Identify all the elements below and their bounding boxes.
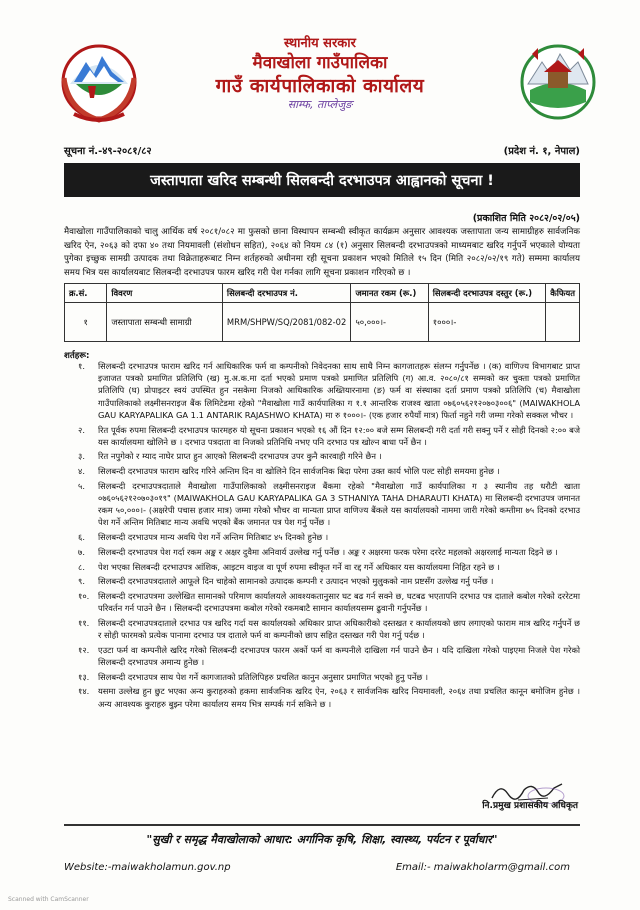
intro-paragraph: मैवाखोला गाउँपालिकाको चालु आर्थिक वर्ष २०८१/०८२ मा फुसको छाना विस्थापन सम्बन्धी स्वीकृत कार्यक्रम अनुसार आवश्यक जस्तापाता जन्य सामाग्रीहरु सार्वजनिक खरिद ऐन, २०६३ को दफा ४० तथा नियमावली (संशोधन सहित), २०६४ को नियम ८४ (१) अनुसार सिलबन्दी दरभाउपत्रको माध्यमबाट खरिद गर्नुपर्ने भएकाले योग्यता पुगेका इच्छुक सामग्री उत्पादक तथा विक्रेताहरूबाट निम्न शर्तहरुको अधीनमा रही सूचना प्रकाशन भएको मितिले १५ दिन (मिति २०८२/०२/१९ गते) सम्ममा कार्यालय समय भित्र यस कार्यालयबाट सिलबन्दी दरभाउपत्र फारम खरिद गरी पेश गर्नका लागि सूचना प्रकाशन गरिएको छ ।	[64, 227, 580, 278]
table-cell: जस्तापाता सम्बन्धी सामाग्री	[107, 303, 223, 342]
scanner-watermark: Scanned with CamScanner	[8, 896, 89, 903]
term-text: सिलबन्दी दरभाउपत्र साथ पेश गर्ने कागजातको प्रतिलिपिहरु प्रचलित कानुन अनुसार प्रमाणित भएको हुनु पर्नेछ ।	[98, 671, 429, 682]
term-item	[64, 531, 580, 543]
term-text: यसमा उल्लेख हुन छुट भएका अन्य कुराहरुको हकमा सार्वजनिक खरिद ऐन, २०६३ र सार्वजनिक खरिद नियमावली, २०६४ तथा प्रचलित कानून बमोजिम हुनेछ । अन्य आवश्यक कुराहरु बुझ्न परेमा कार्यालय समय भित्र सम्पर्क गर्न सकिने छ ।	[98, 686, 580, 709]
term-item	[64, 450, 580, 462]
term-item	[64, 465, 580, 477]
term-item	[64, 360, 580, 421]
term-text: रित नपुगेको र म्याद नाघेर प्राप्त हुन आएको सिलबन्दी दरभाउपत्र उपर कुनै कारवाही गरिने छैन ।	[98, 451, 382, 462]
term-number: ५.	[78, 480, 85, 491]
term-number: ६.	[78, 532, 85, 543]
nepal-emblem-icon	[60, 38, 138, 126]
province-label: (प्रदेश नं. १, नेपाल)	[503, 146, 580, 157]
table-cell: ५०,०००।-	[351, 303, 428, 342]
table-header-cell: क्र.सं.	[65, 284, 107, 303]
term-item	[64, 590, 580, 614]
table-header-cell: सिलबन्दी दरभाउपत्र नं.	[222, 284, 351, 303]
term-item	[64, 685, 580, 709]
table-header-cell: कैफियत	[546, 284, 580, 303]
term-text: एउटा फर्म वा कम्पनीले खरिद गरेको सिलबन्दी दरभाउपत्र फारम अर्को फर्म वा कम्पनीले दाखिला गर्न पाउने छैन । यदि दाखिला गरेको पाइएमा निजले पेश गरेको सिलबन्दी दरभाउपत्र अमान्य हुनेछ ।	[98, 644, 580, 667]
term-item	[64, 546, 580, 558]
term-number: १२.	[78, 644, 90, 655]
term-text: सिलबन्दी दरभाउपत्रदाताले आफूले दिन चाहेको सामानको उत्पादक कम्पनी र उत्पादन भएको मुलुकको नाम प्रष्टसँग उल्लेख गर्नु पर्नेछ ।	[98, 576, 494, 587]
table-cell: MRM/SHPW/SQ/2081/082-02	[222, 303, 351, 342]
letterhead	[150, 36, 490, 112]
term-item	[64, 644, 580, 668]
table-header-cell: जमानत रकम (रू.)	[351, 284, 428, 303]
term-number: १४.	[78, 686, 90, 697]
term-number: ४.	[78, 466, 85, 477]
table-cell: १०००।-	[428, 303, 546, 342]
term-text: सिलबन्दी दरभाउपत्र मान्य अवधि पेश गर्ने अन्तिम मितिबाट ४५ दिनको हुनेछ ।	[98, 532, 329, 543]
footer-divider	[64, 824, 580, 826]
terms-heading: शर्तहरू:	[64, 351, 90, 361]
term-text: पेश भएका सिलबन्दी दरभाउपत्र आंशिक, आइटम वाइज वा पूर्ण रुपमा स्वीकृत गर्ने वा रद्द गर्ने अधिकार यस कार्यालयमा निहित रहने छ ।	[98, 561, 500, 572]
table-cell	[546, 303, 580, 342]
term-item	[64, 575, 580, 587]
notice-title: जस्तापाता खरिद सम्बन्धी सिलबन्दी दरभाउपत्र आह्वानको सूचना !	[150, 173, 494, 189]
tender-table	[64, 283, 580, 342]
published-date: (प्रकाशित मिति २०८२/०२/०५)	[472, 213, 580, 224]
municipality-name: मैवाखोला गाउँपालिका	[252, 53, 388, 73]
term-number: १३.	[78, 671, 90, 682]
term-number: २.	[78, 424, 85, 435]
footer-slogan: "सुखी र समृद्ध मैवाखोलाको आधार: अर्गानिक कृषि, शिक्षा, स्वास्थ्य, पर्यटन र पूर्वाधार"	[146, 833, 498, 846]
term-text: रित पूर्वक रुपमा सिलबन्दी दरभाउपत्र फारमहरु यो सूचना प्रकाशन भएको १६ औं दिन १२:०० बजे सम्म सिलबन्दी गरी दर्ता गरी सक्नु पर्ने र सोही दिनको २:०० बजे यस कार्यालयमा खोलिने छ । दरभाउ पत्रदाता वा निजको प्रतिनिधि नभए पनि दरभाउ पत्र खोल्न बाधा पर्ने छैन ।	[98, 424, 580, 447]
notice-title-banner	[64, 163, 580, 197]
term-item	[64, 617, 580, 641]
term-text: सिलबन्दी दरभाउपत्र फाराम खरिद गर्न आधिकारिक फर्म वा कम्पनीको निवेदनका साथ साथै निम्न कागजातहरू संलग्न गर्नुपर्नेछ । (क) वाणिज्य विभागबाट प्राप्त इजाजत पत्रको प्रमाणित प्रतिलिपि (ख) मु.अ.क.मा दर्ता भएको प्रमाण पत्रको प्रमाणित प्रतिलिपि (ग) आ.व. २०८०/८१ सम्मको कर चुक्ता पत्रको प्रमाणित प्रतिलिपि (घ) प्रोपाइटर स्वयं उपस्थित हुन नसकेमा निजको आधिकारिक अख्तियारनामा (ङ) फर्म वा संस्थाका दर्ता प्रमाण पत्रको प्रतिलिपि (च) मैवाखोला गाउँपालिकाको लक्ष्मीसनराइज बैंक लिमिटेडमा रहेको "मैवाखोला गाउँ कार्यपालिका ग १.१ आन्तरिक राजश्व खाता ०७६०५६२१२०७०३००६" (MAIWAKHOLA GAU KARYAPALIKA GA 1.1 ANTARIK RAJASHWO KHATA) मा रु १०००।- (एक हजार रुपैयाँ मात्र) फिर्ता नहुने गरी जम्मा गरेको सक्कल भौचर ।	[98, 361, 580, 420]
table-row	[65, 303, 580, 342]
term-number: ३.	[78, 451, 85, 462]
terms-list	[64, 360, 580, 712]
table-header-cell: विवरण	[107, 284, 223, 303]
notice-number: सूचना नं.-४९-२०८१/८२	[64, 146, 152, 157]
term-number: ८.	[78, 561, 85, 572]
term-item	[64, 480, 580, 529]
term-item	[64, 671, 580, 683]
term-item	[64, 561, 580, 573]
term-text: सिलबन्दी दरभाउपत्रमा उल्लेखित सामानको परिमाण कार्यालयले आवश्यकतानुसार घट बढ गर्न सक्ने छ, घटबढ भएतापनि दरभाउ पत्र दाताले कबोल गरेको दररेटमा परिवर्तन गर्न पाउने छैन । सिलबन्दी दरभाउपत्रमा कबोल गरेको रकमबाटै सामान कार्यालयसम्म ढुवानी गर्नुपर्नेछ ।	[98, 590, 580, 614]
term-number: ११.	[78, 617, 90, 628]
term-number: ७.	[78, 546, 85, 557]
email-text: Email:- maiwakholarm@gmail.com	[395, 862, 570, 873]
term-number: १.	[78, 361, 85, 371]
website-text: Website:-maiwakholamun.gov.np	[64, 862, 231, 873]
govt-label: स्थानीय सरकार	[284, 36, 356, 51]
office-name: गाउँ कार्यपालिकाको कार्यालय	[215, 75, 425, 97]
municipality-logo-icon	[518, 40, 598, 122]
term-text: सिलबन्दी दरभाउपत्रदाताले दरभाउ पत्र खरिद गर्दा यस कार्यालयको अधिकार प्राप्त अधिकारीको दस्तखत र कार्यालयको छाप लगाएको फाराम मात्र खरिद गर्नुपर्ने छ र सोही फारमको प्रत्येक पानामा दरभाउ पत्र दाताले फर्म वा कम्पनीको छाप सहित दस्तखत गरी पेश गर्नु पर्दछ ।	[98, 617, 580, 641]
office-address: साम्फ, ताप्लेजुङ	[287, 98, 353, 111]
term-number: ९.	[78, 576, 85, 587]
term-text: सिलबन्दी दरभाउपत्र पेश गर्दा रकम अङ्क र अक्षर दुवैमा अनिवार्य उल्लेख गर्नु पर्नेछ । अङ्क र अक्षरमा फरक परेमा दररेट महलको अक्षरलाई मान्यता दिइने छ ।	[98, 546, 558, 557]
table-header-row	[65, 284, 580, 303]
term-item	[64, 424, 580, 448]
term-text: सिलबन्दी दरभाउपत्र फाराम खरिद गरिने अन्तिम दिन वा खोलिने दिन सार्वजनिक बिदा परेमा उक्त कार्य भोलि पल्ट सोही समयमा हुनेछ ।	[98, 466, 500, 477]
term-text: सिलबन्दी दरभाउपत्रदाताले मैवाखोला गाउँपालिकाको लक्ष्मीसनराइज बैंकमा रहेको "मैवाखोला गाउँ कार्यपालिका ग ३ स्थानीय तह धरौटी खाता ०७६०५६२१२०७०३०१९" (MAIWAKHOLA GAU KARYAPALIKA GA 3 STHANIYA TAHA DHARAUTI KHATA) मा सिलबन्दी दरभाउपत्र जमानत रकम ५०,०००।- (अक्षरेपी पचास हजार मात्र) जम्मा गरेको भौचर वा मान्यता प्राप्त वाणिज्य बैंकले यस कार्यालयको नाममा जारी गरेको कम्तीमा ७५ दिनको दरभाउ पेश गर्ने अन्तिम मितिबाट मान्य अवधि भएको बैंक जमानत पत्र पेश गर्नु पर्नेछ ।	[98, 480, 580, 528]
signatory-title: नि.प्रमुख प्रशासकीय अधिकृत	[482, 801, 578, 811]
table-header-cell: सिलबन्दी दरभाउपत्र दस्तुर (रू.)	[428, 284, 546, 303]
table-cell: १	[65, 303, 107, 342]
term-number: १०.	[78, 590, 90, 601]
